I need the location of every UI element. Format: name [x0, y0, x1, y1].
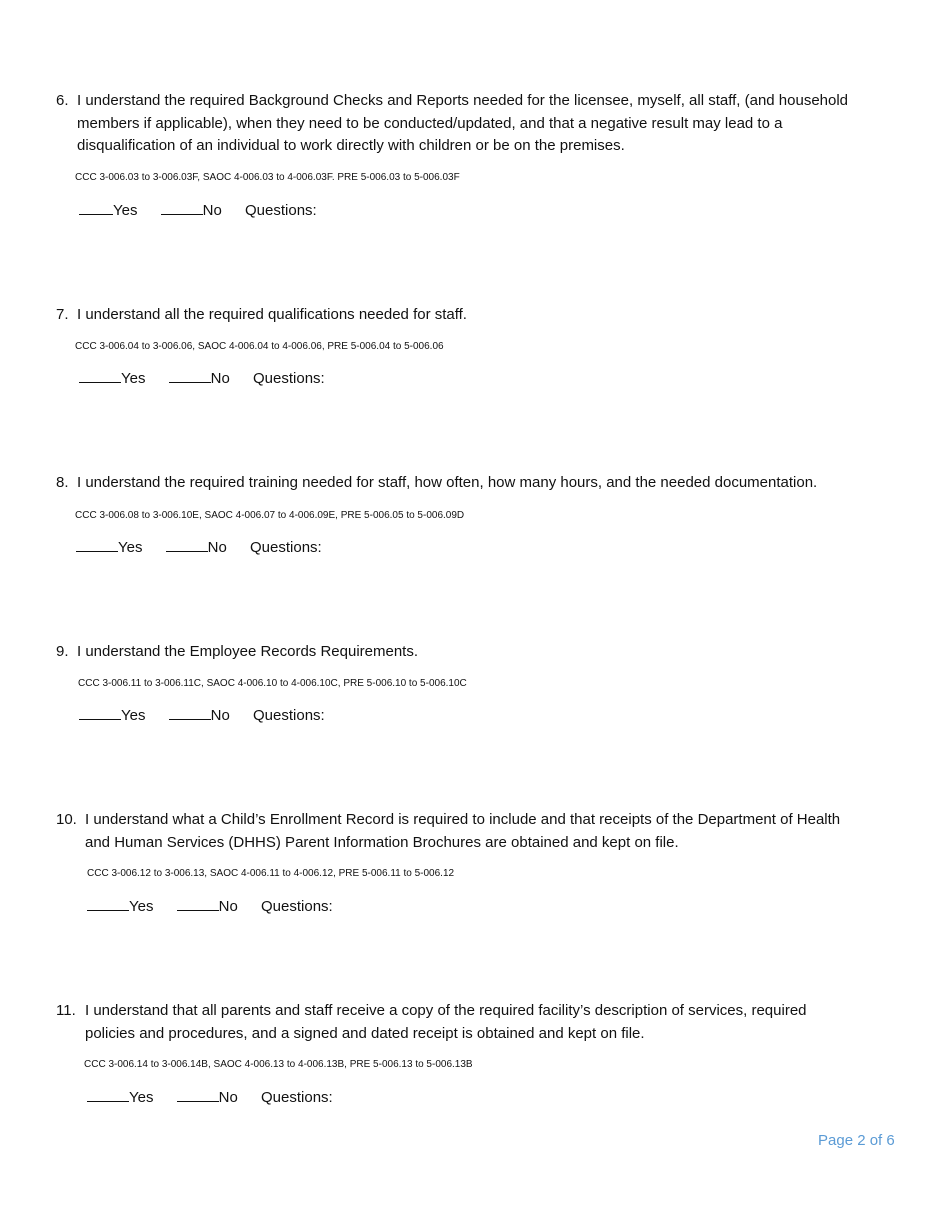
question-statement: I understand that all parents and staff receive a copy of the required facility’s description of services, required policies and procedures, and a signed and dated receipt is obtained and kept on file.	[85, 1002, 807, 1042]
question-number: 8.	[56, 474, 69, 491]
yes-blank[interactable]	[79, 200, 113, 215]
answer-row	[79, 200, 317, 221]
question-number: 9.	[56, 643, 69, 660]
question-statement: I understand the required training needed for staff, how often, how many hours, and the needed documentation.	[77, 474, 818, 491]
question-statement: I understand the required Background Checks and Reports needed for the licensee, myself, all staff, (and household members if applicable), when they need to be conducted/updated, and that a negative result may lead to a disqualification of an individual to work directly with children or be on the premises.	[77, 92, 849, 154]
no-blank[interactable]	[169, 705, 211, 720]
yes-blank[interactable]	[87, 1087, 129, 1102]
answer-row	[87, 1087, 333, 1108]
questions-label: Questions:	[261, 898, 333, 915]
question-number: 10.	[56, 811, 77, 828]
no-label: No	[210, 370, 230, 387]
yes-label: Yes	[118, 539, 143, 556]
regulation-reference: CCC 3-006.11 to 3-006.11C, SAOC 4-006.10 to 4-006.10C, PRE 5-006.10 to 5-006.10C	[78, 678, 467, 689]
page-number-label: Page 2 of 6	[818, 1132, 895, 1149]
questions-label: Questions:	[261, 1089, 333, 1106]
regulation-reference: CCC 3-006.12 to 3-006.13, SAOC 4-006.11 to 4-006.12, PRE 5-006.11 to 5-006.12	[87, 868, 455, 879]
questions-label: Questions:	[245, 202, 317, 219]
question-statement: I understand what a Child’s Enrollment Record is required to include and that receipts of the Department of Health and Human Services (DHHS) Parent Information Brochures are obtained and kept on file.	[85, 811, 841, 851]
answer-row	[76, 537, 322, 558]
no-label: No	[207, 539, 227, 556]
no-label: No	[218, 898, 238, 915]
questions-label: Questions:	[253, 707, 325, 724]
regulation-reference: CCC 3-006.03 to 3-006.03F, SAOC 4-006.03 to 4-006.03F. PRE 5-006.03 to 5-006.03F	[75, 172, 460, 183]
yes-blank[interactable]	[87, 896, 129, 911]
yes-blank[interactable]	[76, 537, 118, 552]
question-number: 11.	[56, 1002, 76, 1019]
no-label: No	[210, 707, 230, 724]
questions-label: Questions:	[250, 539, 322, 556]
yes-label: Yes	[113, 202, 138, 219]
no-label: No	[202, 202, 222, 219]
question-statement: I understand all the required qualifications needed for staff.	[77, 306, 467, 323]
regulation-reference: CCC 3-006.08 to 3-006.10E, SAOC 4-006.07 to 4-006.09E, PRE 5-006.05 to 5-006.09D	[75, 510, 465, 521]
question-number: 6.	[56, 92, 69, 109]
yes-label: Yes	[121, 707, 146, 724]
answer-row	[79, 368, 325, 389]
answer-row	[87, 896, 333, 917]
regulation-reference: CCC 3-006.14 to 3-006.14B, SAOC 4-006.13 to 4-006.13B, PRE 5-006.13 to 5-006.13B	[84, 1059, 473, 1070]
question-number: 7.	[56, 306, 69, 323]
no-blank[interactable]	[169, 368, 211, 383]
page-number	[818, 1131, 895, 1151]
no-blank[interactable]	[161, 200, 203, 215]
no-blank[interactable]	[177, 896, 219, 911]
questions-label: Questions:	[253, 370, 325, 387]
yes-label: Yes	[129, 898, 154, 915]
yes-label: Yes	[121, 370, 146, 387]
yes-blank[interactable]	[79, 705, 121, 720]
answer-row	[79, 705, 325, 726]
no-label: No	[218, 1089, 238, 1106]
no-blank[interactable]	[166, 537, 208, 552]
question-statement: I understand the Employee Records Requirements.	[77, 643, 419, 660]
yes-label: Yes	[129, 1089, 154, 1106]
regulation-reference: CCC 3-006.04 to 3-006.06, SAOC 4-006.04 to 4-006.06, PRE 5-006.04 to 5-006.06	[75, 341, 444, 352]
no-blank[interactable]	[177, 1087, 219, 1102]
yes-blank[interactable]	[79, 368, 121, 383]
